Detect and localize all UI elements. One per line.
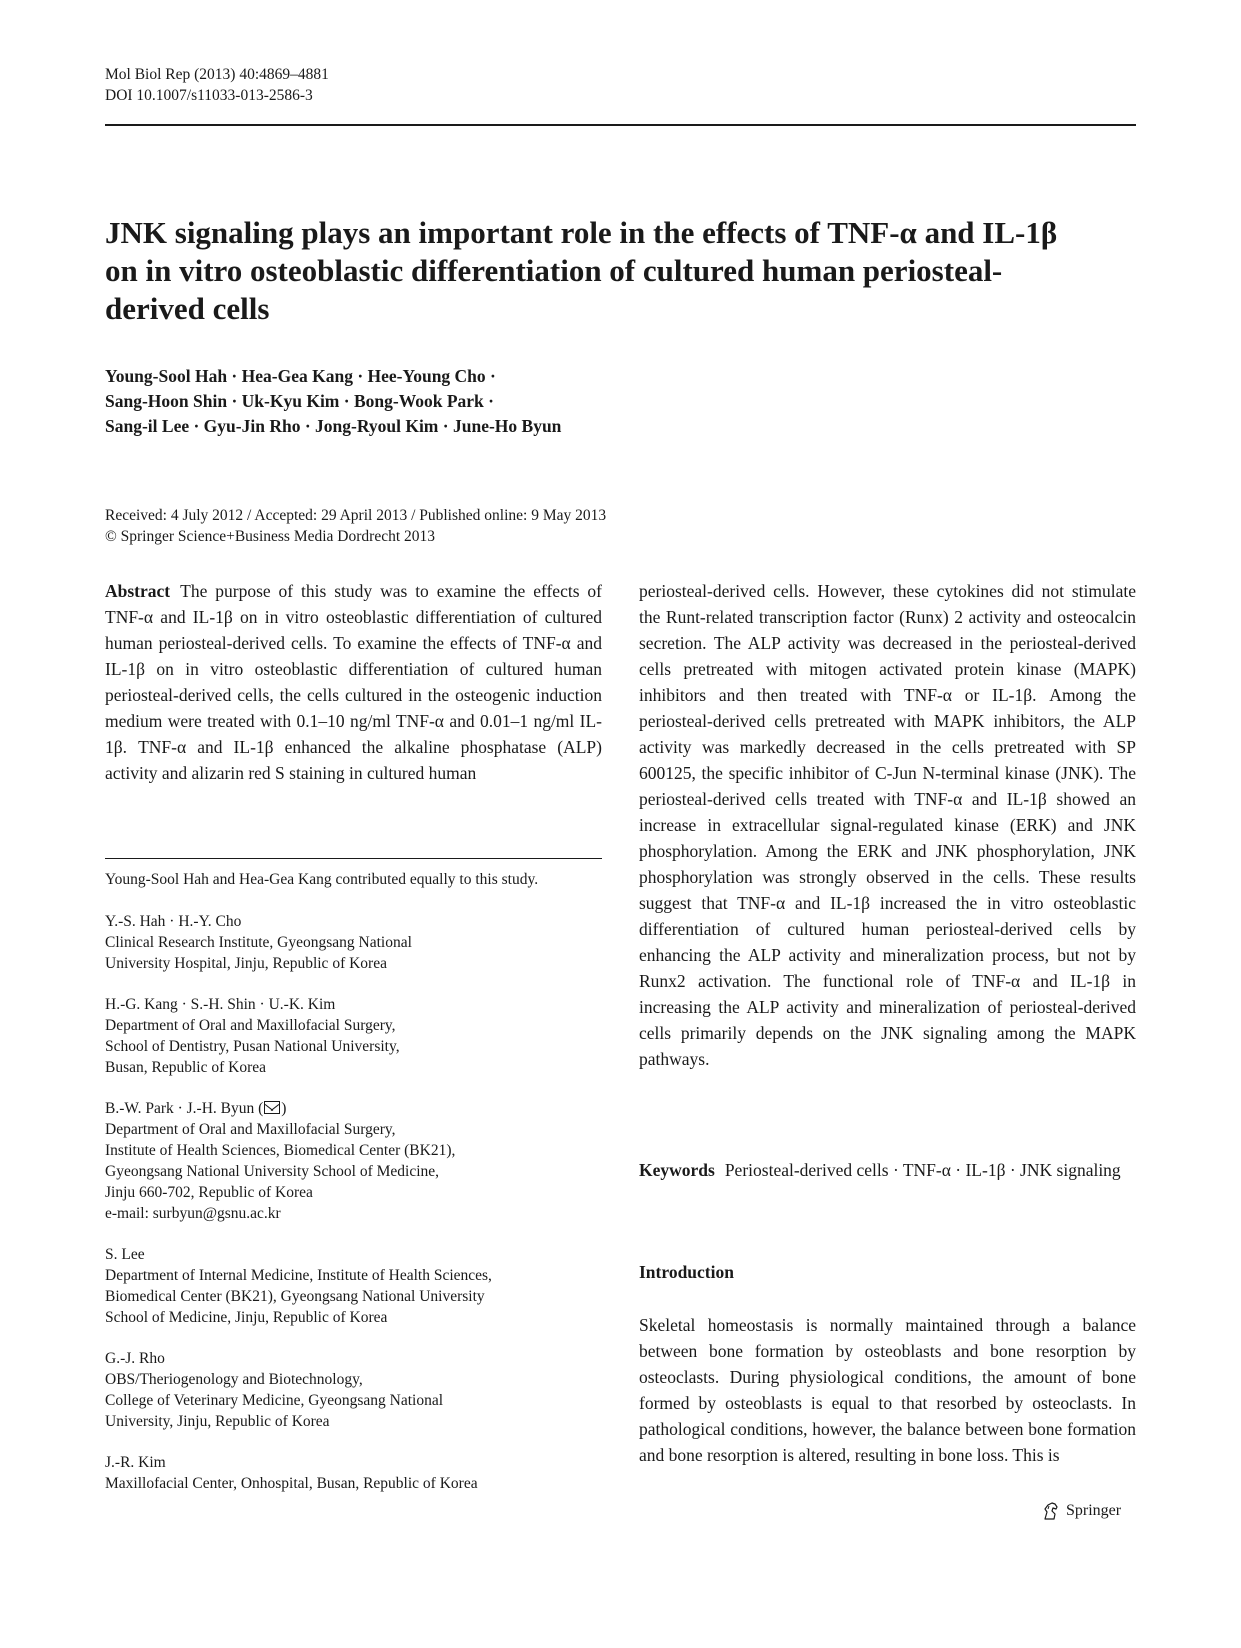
affiliation-line: University Hospital, Jinju, Republic of Korea	[105, 955, 387, 972]
affiliation-block	[105, 1244, 605, 1328]
affiliation-line: Busan, Republic of Korea	[105, 1059, 266, 1076]
doi: DOI 10.1007/s11033-013-2586-3	[105, 87, 313, 104]
affiliation-names: H.-G. Kang · S.-H. Shin · U.-K. Kim	[105, 996, 336, 1013]
affiliation-line: Jinju 660-702, Republic of Korea	[105, 1184, 313, 1201]
affiliation-line: College of Veterinary Medicine, Gyeongsang National	[105, 1392, 444, 1409]
abstract-text-left: The purpose of this study was to examine the effects of TNF-α and IL-1β on in vitro osteoblastic differentiation of cultured human periosteal-derived cells. To examine the effects of TNF-α and IL-1β on in vitro osteoblastic differentiation of cultured human periosteal-derived cells, the cells cultured in the osteogenic induction medium were treated with 0.1–10 ng/ml TNF-α and 0.01–1 ng/ml IL-1β. TNF-α and IL-1β enhanced the alkaline phosphatase (ALP) activity and alizarin red S staining in cultured human	[105, 581, 602, 783]
author-list	[105, 364, 1005, 439]
affiliation-line: School of Medicine, Jinju, Republic of Korea	[105, 1309, 388, 1326]
affiliation-line: OBS/Theriogenology and Biotechnology,	[105, 1371, 363, 1388]
affiliation-line: University, Jinju, Republic of Korea	[105, 1413, 330, 1430]
affiliation-line: Clinical Research Institute, Gyeongsang National	[105, 934, 412, 951]
abstract-text-right: periosteal-derived cells. However, these cytokines did not stimulate the Runt-related transcription factor (Runx) 2 activity and osteocalcin secretion. The ALP activity was decreased in the periosteal-derived cells pretreated with mitogen activated protein kinase (MAPK) inhibitors and then treated with TNF-α or IL-1β. Among the periosteal-derived cells pretreated with MAPK inhibitors, the ALP activity was markedly decreased in the cells pretreated with SP 600125, the specific inhibitor of C-Jun N-terminal kinase (JNK). The periosteal-derived cells treated with TNF-α and IL-1β showed an increase in extracellular signal-regulated kinase (ERK) and JNK phosphorylation. Among the ERK and JNK phosphorylation, JNK phosphorylation was strongly observed in the cells. These results suggest that TNF-α and IL-1β increased the in vitro osteoblastic differentiation of cultured human periosteal-derived cells by enhancing the ALP activity and mineralization process, but not by Runx2 activation. The functional role of TNF-α and IL-1β in increasing the ALP activity and mineralization of periosteal-derived cells primarily depends on the JNK signaling among the MAPK pathways.	[639, 581, 1136, 1069]
publisher-mark	[1040, 1500, 1121, 1522]
affiliation-block	[105, 1098, 605, 1224]
keywords-text: Periosteal-derived cells · TNF-α · IL-1β · JNK signaling	[724, 1160, 1121, 1180]
journal-citation: Mol Biol Rep (2013) 40:4869–4881	[105, 66, 329, 83]
abstract-left-column	[105, 578, 602, 786]
introduction-heading: Introduction	[639, 1262, 734, 1282]
affiliation-line: Institute of Health Sciences, Biomedical Center (BK21),	[105, 1142, 456, 1159]
affiliation-names-suffix: )	[281, 1100, 287, 1117]
journal-header	[105, 64, 329, 106]
abstract-right-column	[639, 578, 1136, 1072]
affiliation-names: S. Lee	[105, 1246, 145, 1263]
keywords-label: Keywords	[639, 1160, 715, 1180]
envelope-icon	[264, 1101, 280, 1114]
corresponding-email[interactable]: e-mail: surbyun@gsnu.ac.kr	[105, 1205, 281, 1222]
abstract-paragraph	[105, 578, 602, 786]
affiliation-line: Biomedical Center (BK21), Gyeongsang National University	[105, 1288, 485, 1305]
copyright-line: © Springer Science+Business Media Dordrecht 2013	[105, 528, 436, 545]
header-divider	[105, 124, 1136, 126]
author-line: Young-Sool Hah · Hea-Gea Kang · Hee-Young Cho ·	[105, 366, 496, 386]
affiliation-block	[105, 994, 605, 1078]
author-line: Sang-il Lee · Gyu-Jin Rho · Jong-Ryoul Kim · June-Ho Byun	[105, 416, 562, 436]
introduction-paragraph: Skeletal homeostasis is normally maintained through a balance between bone formation by osteoblasts and bone resorption by osteoclasts. During physiological conditions, the amount of bone formed by osteoblasts is equal to that resorbed by osteoclasts. In pathological conditions, however, the balance between bone formation and bone resorption is altered, resulting in bone loss. This is	[639, 1315, 1136, 1465]
affiliation-line: Maxillofacial Center, Onhospital, Busan, Republic of Korea	[105, 1475, 478, 1492]
introduction-body	[639, 1312, 1136, 1468]
affiliation-names-row	[105, 1098, 605, 1119]
author-line: Sang-Hoon Shin · Uk-Kyu Kim · Bong-Wook Park ·	[105, 391, 494, 411]
footnote-divider	[105, 858, 602, 859]
keywords-paragraph	[639, 1157, 1136, 1183]
affiliation-names: Y.-S. Hah · H.-Y. Cho	[105, 913, 242, 930]
history-dates: Received: 4 July 2012 / Accepted: 29 April 2013 / Published online: 9 May 2013	[105, 507, 607, 524]
publication-dates	[105, 505, 606, 547]
affiliation-line: Department of Internal Medicine, Institute of Health Sciences,	[105, 1267, 492, 1284]
affiliations	[105, 911, 605, 1514]
affiliation-names: B.-W. Park · J.-H. Byun (	[105, 1100, 264, 1117]
affiliation-line: School of Dentistry, Pusan National University,	[105, 1038, 400, 1055]
affiliation-block	[105, 911, 605, 974]
affiliation-line: Gyeongsang National University School of Medicine,	[105, 1163, 440, 1180]
affiliation-block	[105, 1452, 605, 1494]
article-title: JNK signaling plays an important role in the effects of TNF-α and IL-1β on in vitro osteoblastic differentiation of cultured human periosteal-derived cells	[105, 215, 1058, 326]
publisher-name: Springer	[1066, 1502, 1122, 1519]
keywords-block	[639, 1157, 1136, 1183]
affiliation-line: Department of Oral and Maxillofacial Surgery,	[105, 1121, 396, 1138]
affiliation-block	[105, 1348, 605, 1432]
affiliation-names: G.-J. Rho	[105, 1350, 165, 1367]
springer-horse-icon	[1040, 1500, 1062, 1522]
abstract-label: Abstract	[105, 581, 171, 601]
affiliation-line: Department of Oral and Maxillofacial Surgery,	[105, 1017, 396, 1034]
contribution-footnote: Young-Sool Hah and Hea-Gea Kang contributed equally to this study.	[105, 871, 539, 888]
affiliation-names: J.-R. Kim	[105, 1454, 166, 1471]
